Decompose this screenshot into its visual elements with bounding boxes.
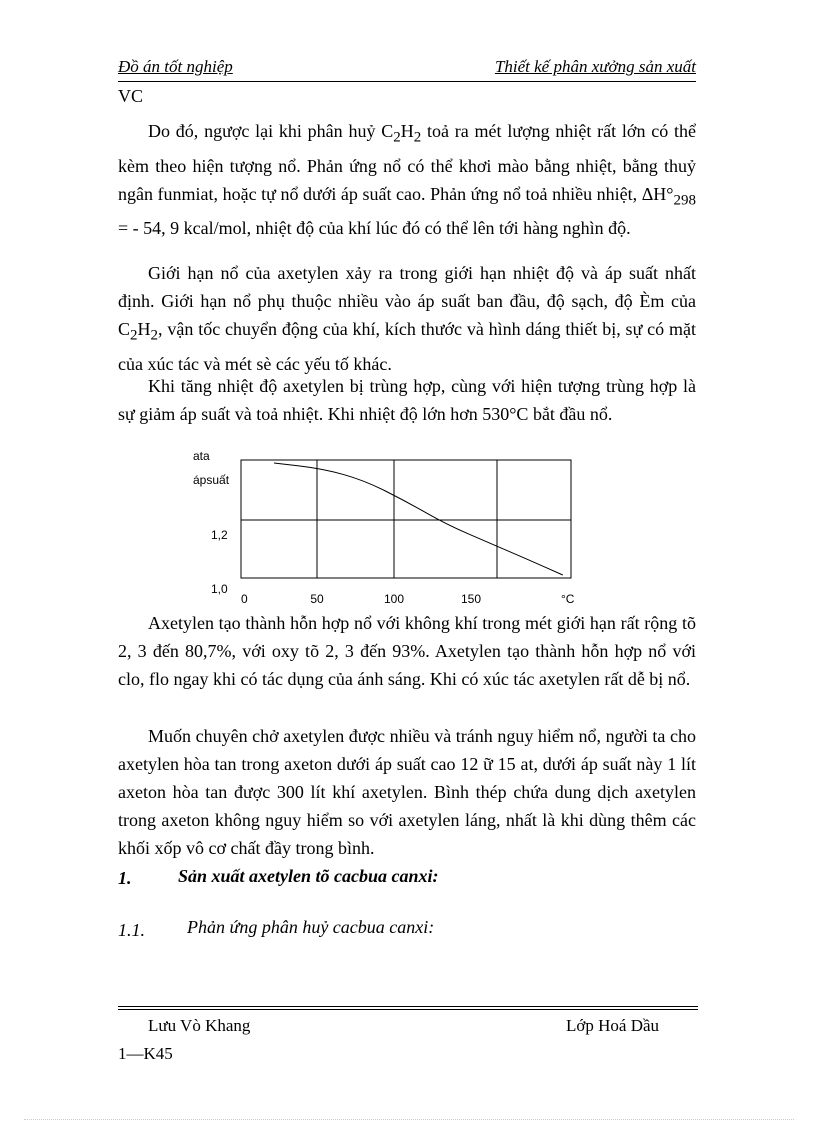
- page-edge: [24, 1119, 794, 1120]
- footer-author: Lưu Vò Khang: [148, 1016, 251, 1035]
- footer-class: Lớp Hoá Dầu: [566, 1016, 660, 1035]
- paragraph-2: Giới hạn nổ của axetylen xảy ra trong giới hạn nhiệt độ và áp suất nhất định. Giới hạn nổ phụ thuộc nhiều vào áp suất ban đầu, độ sạch, độ Èm của $C_2H_2$, vận tốc chuyển động của khí, kích thước và hình dáng thiết bị, sự có mặt của xúc tác và mét sè các yếu tố khác.: [118, 263, 696, 374]
- header-left: Đồ án tốt nghiệp: [118, 57, 233, 76]
- x-tick-150: 150: [460, 592, 482, 606]
- paragraph-5: Muốn chuyên chở axetylen được nhiều và tránh nguy hiểm nổ, người ta cho axetylen hòa tan trong axeton dưới áp suất cao 12 ữ 15 at, dưới áp suất này 1 lít axeton hòa tan được 300 lít khí axetylen. Bình thép chứa dung dịch axetylen trong axeton không nguy hiểm so với axetylen láng, nhất là khi dùng thêm các khối xốp vô cơ chất đầy trong bình.: [118, 726, 696, 858]
- x-tick-100: 100: [383, 592, 405, 606]
- footer-code: 1—K45: [118, 1044, 173, 1063]
- y-axis-label: ápsuất: [193, 473, 230, 487]
- section-title: Sản xuất axetylen tõ cacbua canxi:: [178, 866, 439, 886]
- x-tick-50: 50: [310, 592, 324, 606]
- header-right: Thiết kế phân xưởng sản xuất: [494, 57, 696, 76]
- section-number: 1.: [118, 868, 132, 888]
- paragraph-1: Do đó, ngược lại khi phân huỷ $C_2H_2$ toả ra mét lượng nhiệt rất lớn có thể kèm theo hiện tượng nổ. Phản ứng nổ có thể khơi mào bằng nhiệt, bằng thuỷ ngân funmiat, hoặc tự nổ dưới áp suất cao. Phản ứng nổ toả nhiều nhiệt, $\Delta H^\circ_{298}$ = - 54, 9 kcal/mol, nhiệt độ của khí lúc đó có thể lên tới hàng nghìn độ.: [118, 121, 696, 239]
- subsection-title: Phản ứng phân huỷ cacbua canxi:: [187, 917, 435, 937]
- plot-frame: [241, 460, 571, 578]
- footer-rule: [118, 1006, 698, 1012]
- pressure-temperature-chart: [186, 446, 606, 616]
- y-tick-1-0: 1,0: [211, 582, 228, 596]
- page-header: [118, 57, 696, 82]
- paragraph-4: Axetylen tạo thành hỗn hợp nổ với không khí trong mét giới hạn rất rộng tõ 2, 3 đến 80,7%, với oxy tõ 2, 3 đến 93%. Axetylen tạo thành hỗn hợp nổ với clo, flo ngay khi có tác dụng của ánh sáng. Khi có xúc tác axetylen rất dễ bị nổ.: [118, 613, 696, 689]
- x-axis-label: °C: [561, 592, 575, 606]
- x-tick-0: 0: [241, 592, 248, 606]
- paragraph-3: Khi tăng nhiệt độ axetylen bị trùng hợp, cùng với hiện tượng trùng hợp là sự giảm áp suất và toả nhiệt. Khi nhiệt độ lớn hơn 530°C bắt đầu nổ.: [118, 376, 696, 424]
- header-continuation: VC: [118, 86, 144, 106]
- subsection-number: 1.1.: [118, 920, 145, 940]
- y-tick-1-2: 1,2: [211, 528, 228, 542]
- y-axis-label-unit: ata: [193, 449, 210, 463]
